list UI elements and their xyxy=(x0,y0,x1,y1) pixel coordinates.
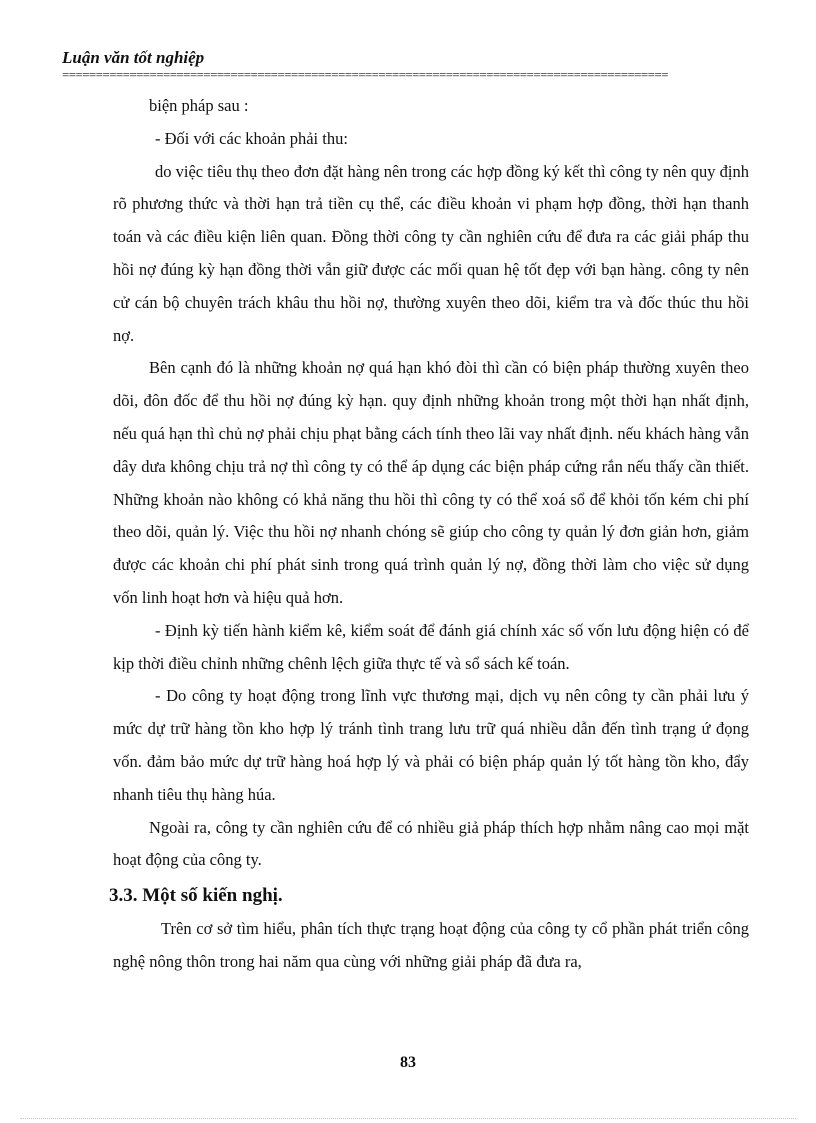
paragraph-receivables: do việc tiêu thụ theo đơn đặt hàng nên trong các hợp đồng ký kết thì công ty nên quy định rõ phương thức và thời hạn trả tiền cụ thể, các điều khoản vi phạm hợp đồng, thời hạn thanh toán và các điều kiện liên quan. Đồng thời công ty cần nghiên cứu để đưa ra các giải pháp thu hồi nợ đúng kỳ hạn đồng thời vẫn giữ được các mối quan hệ tốt đẹp với bạn hàng. công ty nên cử cán bộ chuyên trách khâu thu hồi nợ, thường xuyên theo dõi, kiểm tra và đốc thúc thu hồi nợ. xyxy=(113,161,749,345)
bullet-inventory-check: - Định kỳ tiến hành kiểm kê, kiểm soát để đánh giá chính xác số vốn lưu động hiện có để kịp thời điều chỉnh những chênh lệch giữa thực tế và sổ sách kế toán. xyxy=(113,620,749,673)
page-number: 83 xyxy=(400,1054,416,1071)
paragraph-intro: biện pháp sau : xyxy=(149,96,249,115)
footer-rule xyxy=(20,1118,796,1119)
paragraph-overdue-debts: Bên cạnh đó là những khoản nợ quá hạn khó đòi thì cần có biện pháp thường xuyên theo dõi, đôn đốc để thu hồi nợ đúng kỳ hạn. quy định những khoản trong một thời hạn nhất định, nếu quá hạn thì chủ nợ phải chịu phạt bằng cách tính theo lãi vay nhất định. nếu khách hàng vẫn dây dưa không chịu trả nợ thì công ty có thể áp dụng các biện pháp cứng rắn nếu thấy cần thiết. Những khoản nào không có khả năng thu hồi thì công ty có thể xoá sổ để khỏi tốn kém chi phí theo dõi, quản lý. Việc thu hồi nợ nhanh chóng sẽ giúp cho công ty quản lý đơn giản hơn, giảm được các khoản chi phí phát sinh trong quá trình quản lý nợ, đồng thời làm cho việc sử dụng vốn linh hoạt hơn và hiệu quả hơn. xyxy=(113,358,749,607)
paragraph-other-solutions: Ngoài ra, công ty cần nghiên cứu để có nhiều giả pháp thích hợp nhằm nâng cao mọi mặt hoạt động của công ty. xyxy=(113,817,749,870)
bullet-receivables-heading: - Đối với các khoản phải thu: xyxy=(155,128,348,148)
section-heading: 3.3. Một số kiến nghị. xyxy=(109,885,283,907)
document-body xyxy=(109,90,749,979)
paragraph-recommendations: Trên cơ sở tìm hiểu, phân tích thực trạng hoạt động của công ty cổ phần phát triển công nghệ nông thôn trong hai năm qua cùng với những giải pháp đã đưa ra, xyxy=(113,919,749,971)
header-rule: ========================================================================================== xyxy=(62,68,668,82)
bullet-inventory-reserve: - Do công ty hoạt động trong lĩnh vực thương mại, dịch vụ nên công ty cần phải lưu ý mức dự trữ hàng tồn kho hợp lý tránh tình trang lưu trữ quá nhiều dẫn đến tình trạng ứ đọng vốn. đảm bảo mức dự trữ hàng hoá hợp lý và phải có biện pháp quản lý tốt hàng tồn kho, đẩy nhanh tiêu thụ hàng húa. xyxy=(113,686,749,804)
running-header-title: Luận văn tốt nghiệp xyxy=(62,48,205,67)
